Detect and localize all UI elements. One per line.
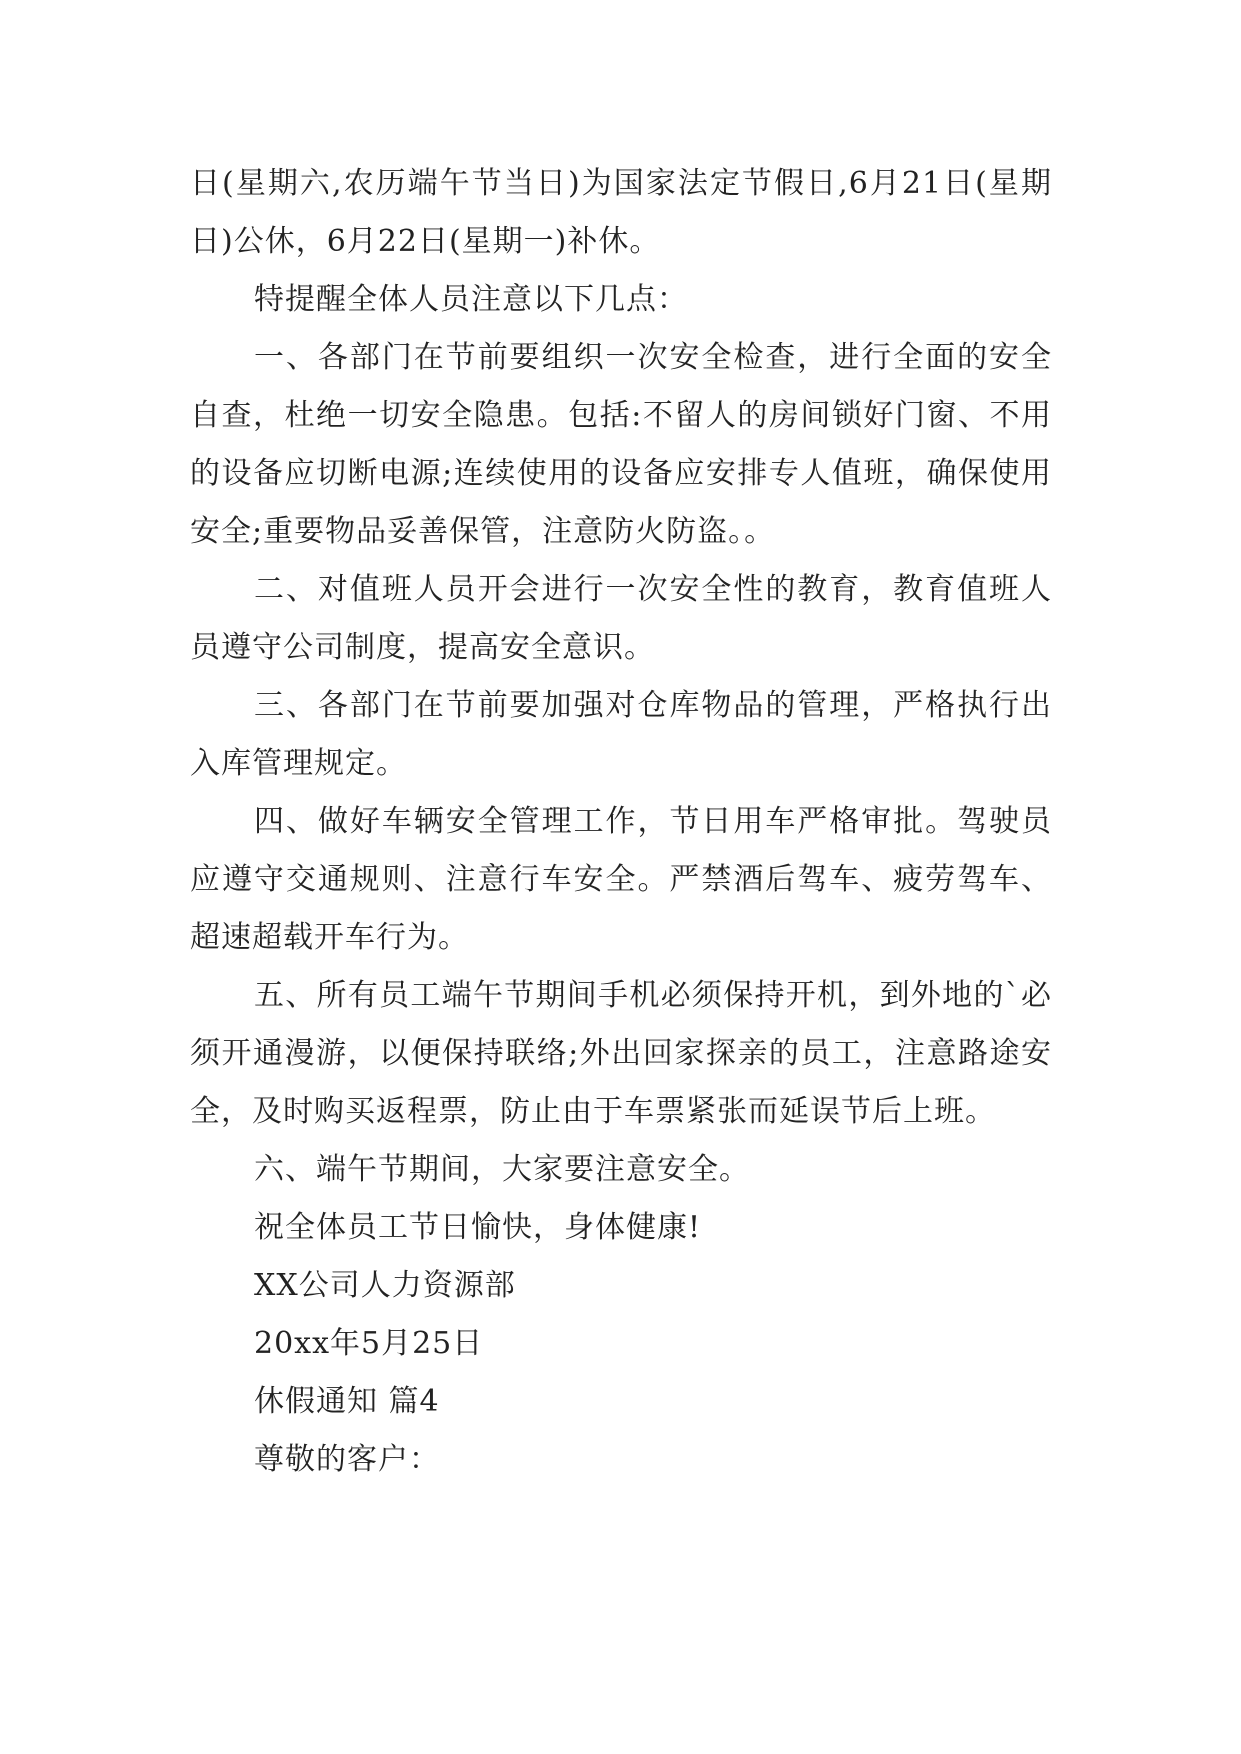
paragraph-item-1: 一、各部门在节前要组织一次安全检查，进行全面的安全自查，杜绝一切安全隐患。包括:不留人的房间锁好门窗、不用的设备应切断电源;连续使用的设备应安排专人值班，确保使用安全;重要物品妥善保管，注意防火防盗。。 xyxy=(190,340,1052,549)
paragraph-item-6: 六、端午节期间，大家要注意安全。 xyxy=(254,1152,750,1187)
next-section-salutation: 尊敬的客户： xyxy=(254,1442,440,1477)
closing-wish: 祝全体员工节日愉快，身体健康! xyxy=(254,1210,702,1245)
paragraph-reminder-intro: 特提醒全体人员注意以下几点： xyxy=(254,282,688,317)
document-date: 20xx年5月25日 xyxy=(254,1326,484,1361)
paragraph-holiday-dates: 日(星期六,农历端午节当日)为国家法定节假日,6月21日(星期日)公休，6月22日(星期一)补休。 xyxy=(190,166,1052,259)
paragraph-item-4: 四、做好车辆安全管理工作，节日用车严格审批。驾驶员应遵守交通规则、注意行车安全。严禁酒后驾车、疲劳驾车、超速超载开车行为。 xyxy=(190,804,1052,955)
paragraph-item-3: 三、各部门在节前要加强对仓库物品的管理，严格执行出入库管理规定。 xyxy=(190,688,1052,781)
document-body xyxy=(190,155,1052,1489)
paragraph-item-2: 二、对值班人员开会进行一次安全性的教育，教育值班人员遵守公司制度，提高安全意识。 xyxy=(190,572,1052,665)
paragraph-item-5: 五、所有员工端午节期间手机必须保持开机，到外地的`必须开通漫游，以便保持联络;外出回家探亲的员工，注意路途安全，及时购买返程票，防止由于车票紧张而延误节后上班。 xyxy=(190,978,1052,1129)
signature: XX公司人力资源部 xyxy=(254,1268,516,1303)
next-section-title: 休假通知 篇4 xyxy=(254,1384,440,1419)
